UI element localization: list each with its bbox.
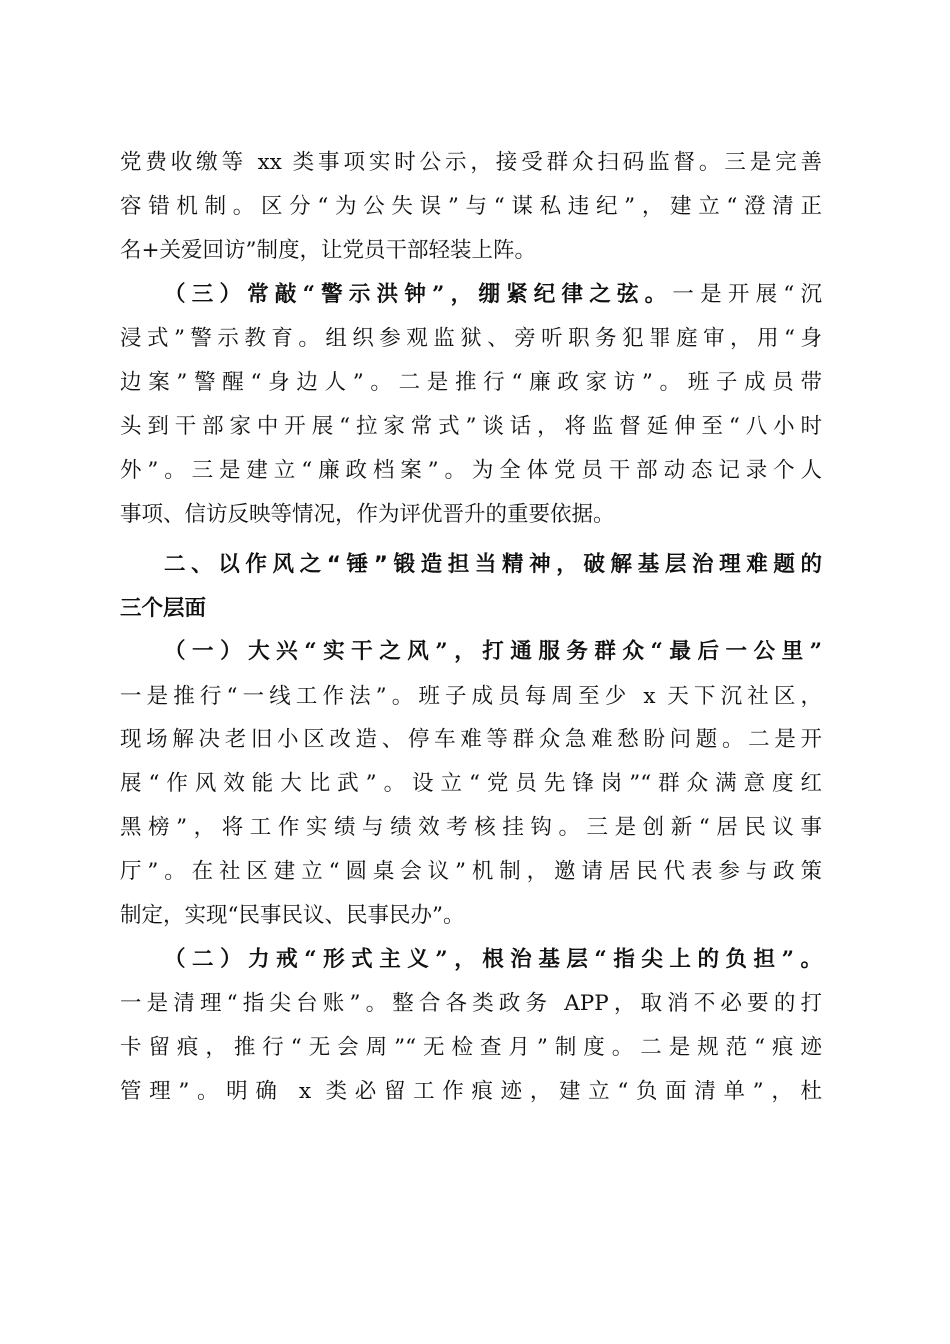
body-text: 外”。三是建立“廉政档案”。为全体党员干部动态记录个人 <box>120 458 822 483</box>
section-heading-line <box>164 543 822 587</box>
body-text: 边案”警醒“身边人”。二是推行“廉政家访”。班子成员带 <box>120 370 822 395</box>
text-line <box>120 493 822 537</box>
body-text: 现场解决老旧小区改造、停车难等群众急难愁盼问题。二是开 <box>120 727 822 752</box>
text-line <box>120 1070 822 1114</box>
body-text: 名+关爱回访”制度，让党员干部轻装上阵。 <box>120 238 537 263</box>
body-text: 事项、信访反映等情况，作为评优晋升的重要依据。 <box>120 502 615 527</box>
body-text: 制定，实现“民事民议、民事民办”。 <box>120 903 465 928</box>
body-text: 一是清理“指尖台账”。整合各类政务 APP，取消不必要的打 <box>120 991 822 1016</box>
subheading-text: （三）常敲“警示洪钟”，绷紧纪律之弦。 <box>164 282 673 307</box>
body-text: 卡留痕，推行“无会周”“无检查月”制度。二是规范“痕迹 <box>120 1035 822 1060</box>
heading-text: 三个层面 <box>120 596 207 621</box>
text-line <box>120 675 822 719</box>
body-text: 展“作风效能大比武”。设立“党员先锋岗”“群众满意度红 <box>120 771 822 796</box>
text-line <box>120 229 822 273</box>
body-text: 浸式”警示教育。组织参观监狱、旁听职务犯罪庭审，用“身 <box>120 326 822 351</box>
body-text: 管理”。明确 x 类必留工作痕迹，建立“负面清单”，杜 <box>120 1079 822 1104</box>
body-text: 黑榜”，将工作实绩与绩效考核挂钩。三是创新“居民议事 <box>120 815 822 840</box>
text-line <box>164 938 822 982</box>
section-heading-line <box>120 587 822 631</box>
text-line <box>164 630 822 674</box>
subheading-text: （一）大兴“实干之风”，打通服务群众“最后一公里” <box>164 639 822 664</box>
text-line <box>120 894 822 938</box>
body-text: 一是开展“沉 <box>672 282 822 307</box>
body-text: 一是推行“一线工作法”。班子成员每周至少 x 天下沉社区， <box>120 684 822 709</box>
text-line <box>164 273 822 317</box>
text-line <box>120 718 822 762</box>
text-line <box>120 806 822 850</box>
text-line <box>120 762 822 806</box>
text-line <box>120 141 822 185</box>
body-text: 党费收缴等 xx 类事项实时公示，接受群众扫码监督。三是完善 <box>120 150 822 175</box>
text-line <box>120 405 822 449</box>
text-line <box>120 982 822 1026</box>
text-line <box>120 361 822 405</box>
text-line <box>120 449 822 493</box>
text-line <box>120 850 822 894</box>
heading-text: 二、以作风之“锤”锻造担当精神，破解基层治理难题的 <box>164 552 822 577</box>
text-line <box>120 1026 822 1070</box>
body-text: 容错机制。区分“为公失误”与“谋私违纪”，建立“澄清正 <box>120 194 822 219</box>
text-line <box>120 185 822 229</box>
body-text: 头到干部家中开展“拉家常式”谈话，将监督延伸至“八小时 <box>120 414 822 439</box>
subheading-text: （二）力戒“形式主义”，根治基层“指尖上的负担”。 <box>164 947 822 972</box>
text-line <box>120 317 822 361</box>
body-text: 厅”。在社区建立“圆桌会议”机制，邀请居民代表参与政策 <box>120 859 822 884</box>
